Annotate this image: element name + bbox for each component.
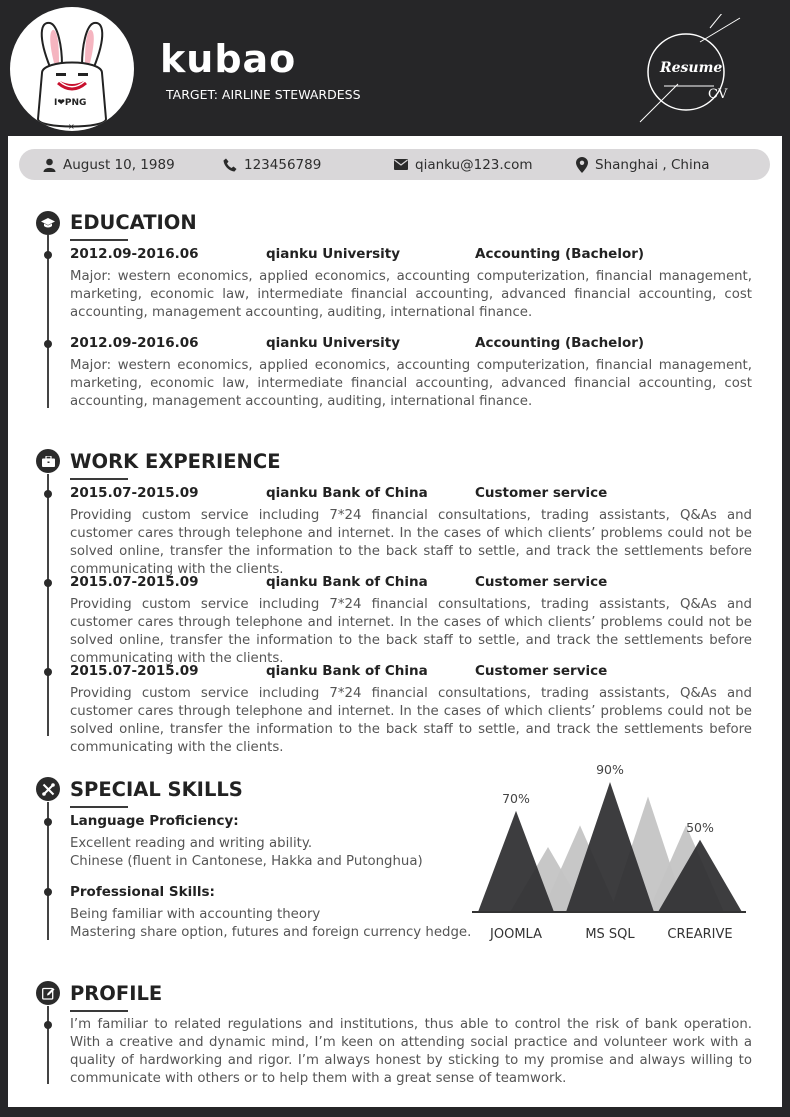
- skills-chart: [468, 762, 758, 946]
- language-line: Chinese (fluent in Cantonese, Hakka and Putonghua): [70, 854, 423, 869]
- mail-icon: [394, 159, 408, 170]
- location-pin-icon: [576, 157, 588, 173]
- svg-text:×: ×: [68, 122, 75, 131]
- work-title: WORK EXPERIENCE: [70, 452, 281, 472]
- work-role: Customer service: [475, 574, 608, 590]
- timeline-dot: [44, 888, 52, 896]
- work-timeline: [47, 474, 49, 736]
- avatar: [10, 7, 134, 131]
- work-company: qianku Bank of China: [266, 485, 428, 501]
- tools-icon: [36, 777, 60, 801]
- location: Shanghai , China: [595, 156, 710, 173]
- work-description: Providing custom service including 7*24 financial consultations, trading assistants, Q&As and customer cares through telephone and internet. In the cases of which clients’ problems could not be solved online, transfer the information to the back staff to settle, and track the settlements before communicating with the clients.: [70, 686, 752, 755]
- contact-email: [394, 149, 533, 180]
- skill-category-label: JOOMLA: [490, 927, 542, 942]
- avatar-shirt-text: I❤PNG: [54, 98, 87, 108]
- edu-school: qianku University: [266, 335, 401, 351]
- skills-title: SPECIAL SKILLS: [70, 780, 243, 800]
- work-company: qianku Bank of China: [266, 663, 428, 679]
- education-title: EDUCATION: [70, 213, 197, 233]
- timeline-dot: [44, 818, 52, 826]
- work-role: Customer service: [475, 485, 608, 501]
- professional-line: Being familiar with accounting theory: [70, 907, 321, 922]
- contact-phone: [223, 149, 321, 180]
- edu-description: Major: western economics, applied economics, accounting computerization, financial management, marketing, economic law, intermediate financial accounting, advanced financial accounting, cost accounting, management accounting, auditing, international finance.: [70, 269, 752, 320]
- target-position: TARGET: AIRLINE STEWARDESS: [166, 87, 361, 102]
- education-timeline: [47, 235, 49, 408]
- graduation-cap-icon: [36, 211, 60, 235]
- phone-number: 123456789: [244, 156, 322, 173]
- timeline-dot: [44, 579, 52, 587]
- profile-timeline: [47, 1006, 49, 1084]
- edu-degree: Accounting (Bachelor): [475, 335, 645, 351]
- work-role: Customer service: [475, 663, 608, 679]
- timeline-dot: [44, 340, 52, 348]
- timeline-dot: [44, 668, 52, 676]
- skill-value-label: 90%: [596, 762, 624, 777]
- work-description: Providing custom service including 7*24 financial consultations, trading assistants, Q&As and customer cares through telephone and internet. In the cases of which clients’ problems could not be solved online, transfer the information to the back staff to settle, and track the settlements before communicating with the clients.: [70, 597, 752, 666]
- skill-category-label: CREARIVE: [667, 927, 733, 942]
- candidate-name: kubao: [160, 37, 297, 81]
- profile-title: PROFILE: [70, 984, 162, 1004]
- profile-text: I’m familiar to related regulations and institutions, thus able to control the risk of bank operation. With a creative and dynamic mind, I’m keen on attending social practice and volunteer work with a quality of hardworking and rigor. I’m always honest by sticking to my promise and always willing to communicate with others or to help them with a great sense of teamwork.: [70, 1017, 752, 1086]
- work-description: Providing custom service including 7*24 financial consultations, trading assistants, Q&As and customer cares through telephone and internet. In the cases of which clients’ problems could not be solved online, transfer the information to the back staff to settle, and track the settlements before communicating with the clients.: [70, 508, 752, 577]
- work-company: qianku Bank of China: [266, 574, 428, 590]
- edu-school: qianku University: [266, 246, 401, 262]
- logo-cv-text: CV: [708, 87, 728, 102]
- contact-bar: [19, 149, 770, 180]
- contact-location: [576, 149, 710, 180]
- briefcase-icon: [36, 449, 60, 473]
- timeline-dot: [44, 1021, 52, 1029]
- birth-date: August 10, 1989: [63, 156, 175, 173]
- edu-description: Major: western economics, applied economics, accounting computerization, financial management, marketing, economic law, intermediate financial accounting, advanced financial accounting, cost accounting, management accounting, auditing, international finance.: [70, 358, 752, 409]
- language-line: Excellent reading and writing ability.: [70, 836, 313, 851]
- skill-value-label: 70%: [502, 790, 530, 806]
- contact-birth: [43, 149, 175, 180]
- work-date: 2015.07-2015.09: [70, 663, 199, 679]
- email-address: qianku@123.com: [415, 156, 533, 173]
- person-icon: [43, 158, 56, 172]
- timeline-dot: [44, 251, 52, 259]
- logo-resume-text: Resume: [660, 60, 723, 76]
- skill-category-label: MS SQL: [585, 927, 635, 942]
- edu-degree: Accounting (Bachelor): [475, 246, 645, 262]
- timeline-dot: [44, 490, 52, 498]
- resume-cv-logo: [638, 14, 748, 124]
- edit-icon: [36, 981, 60, 1005]
- language-heading: Language Proficiency:: [70, 813, 239, 829]
- edu-date: 2012.09-2016.06: [70, 246, 199, 262]
- work-date: 2015.07-2015.09: [70, 574, 199, 590]
- phone-icon: [223, 158, 237, 172]
- professional-heading: Professional Skills:: [70, 884, 215, 900]
- professional-line: Mastering share option, futures and foreign currency hedge.: [70, 925, 472, 940]
- edu-date: 2012.09-2016.06: [70, 335, 199, 351]
- work-date: 2015.07-2015.09: [70, 485, 199, 501]
- skill-value-label: 50%: [686, 819, 714, 835]
